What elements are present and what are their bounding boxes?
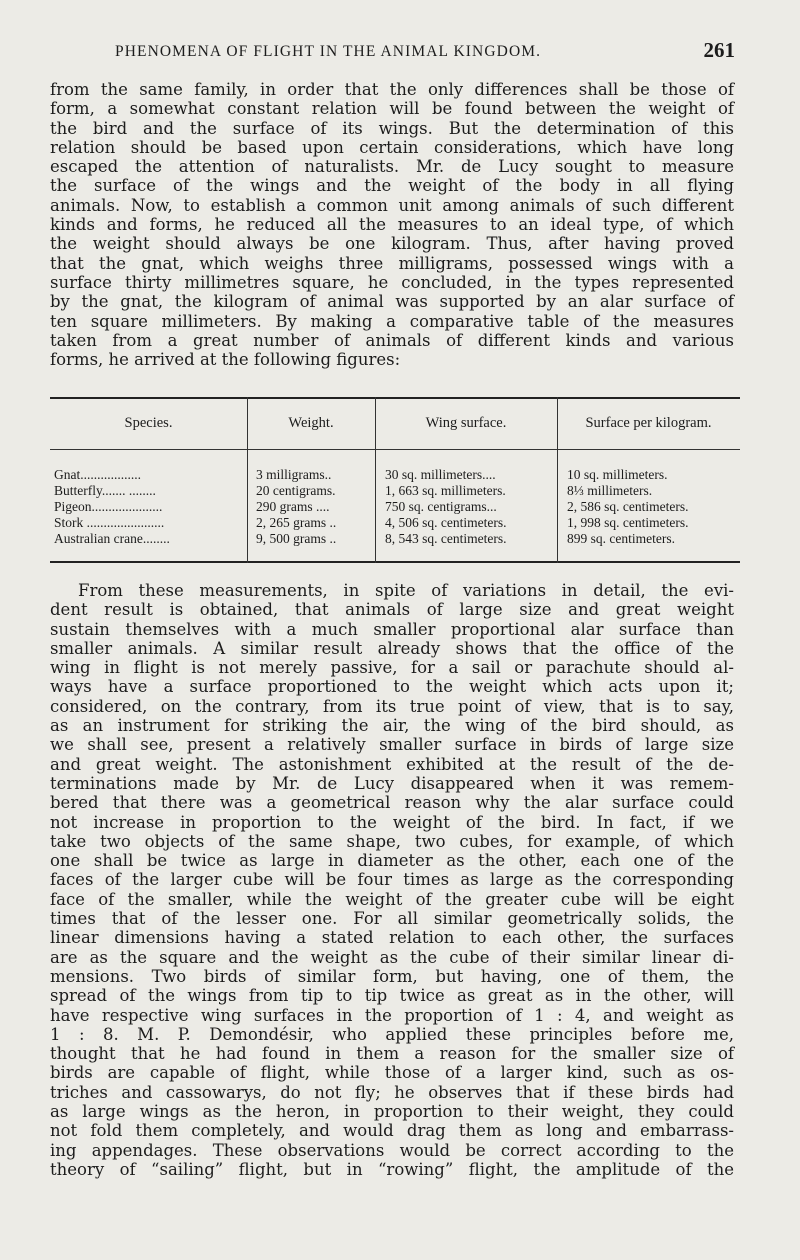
text-line: considered, on the contrary, from its true point of view, that is to say, <box>50 696 734 716</box>
table-cell-weight: 2, 265 grams .. <box>256 515 337 530</box>
text-line: spread of the wings from tip to tip twice as great as in the other, will <box>50 986 734 1006</box>
table-cell-surface-per-kg: 899 sq. centimeters. <box>567 531 675 546</box>
text-line: from the same family, in order that the only differences shall be those of <box>50 80 734 99</box>
table-cell-weight: 3 milligrams.. <box>256 467 332 482</box>
text-line: as large wings as the heron, in proportion to their weight, they could <box>50 1102 734 1122</box>
paragraph-1 <box>50 80 734 369</box>
table-cell-surface-per-kg: 1, 998 sq. centimeters. <box>567 515 689 530</box>
table-cell-wing-surface: 30 sq. millimeters.... <box>385 467 496 482</box>
text-line: form, a somewhat constant relation will be found between the weight of <box>50 99 734 119</box>
measurements-table <box>50 397 740 565</box>
table-cell-wing-surface: 8, 543 sq. centimeters. <box>385 531 507 546</box>
table-cell-wing-surface: 1, 663 sq. millimeters. <box>385 483 506 498</box>
column-header-weight: Weight. <box>288 415 334 431</box>
running-title: PHENOMENA OF FLIGHT IN THE ANIMAL KINGDOM. <box>115 43 542 60</box>
column-header-surface-per-kilogram: Surface per kilogram. <box>585 415 712 431</box>
text-line: bered that there was a geometrical reason why the alar surface could <box>50 793 734 813</box>
text-line: animals. Now, to establish a common unit among animals of such different <box>50 195 734 215</box>
text-line: 1 : 8. M. P. Demondésir, who applied these principles before me, <box>50 1024 734 1044</box>
text-line: the weight should always be one kilogram. Thus, after having proved <box>50 234 734 254</box>
page-number: 261 <box>703 38 735 62</box>
text-line: ing appendages. These observations would be correct according to the <box>50 1140 734 1160</box>
text-line: thought that he had found in them a reason for the smaller size of <box>50 1044 734 1064</box>
paragraph-2 <box>50 581 734 1179</box>
table-cell-surface-per-kg: 10 sq. millimeters. <box>567 467 668 482</box>
table-cell-wing-surface: 4, 506 sq. centimeters. <box>385 515 507 530</box>
text-line: terminations made by Mr. de Lucy disappeared when it was remem- <box>50 773 734 793</box>
text-line: theory of “sailing” flight, but in “rowing” flight, the amplitude of the <box>50 1159 734 1179</box>
table-cell-species: Butterfly....... ........ <box>54 483 156 498</box>
text-line: mensions. Two birds of similar form, but having, one of them, the <box>50 966 734 986</box>
text-line: birds are capable of flight, while those of a larger kind, such as os- <box>50 1063 734 1083</box>
text-line: that the gnat, which weighs three milligrams, possessed wings with a <box>50 253 734 273</box>
text-line: ways have a surface proportioned to the weight which acts upon it; <box>50 677 734 697</box>
table-header-rule <box>50 449 740 450</box>
table-cell-surface-per-kg: 2, 586 sq. centimeters. <box>567 499 689 514</box>
text-line: forms, he arrived at the following figures: <box>50 350 401 370</box>
text-line: face of the smaller, while the weight of the greater cube will be eight <box>50 889 734 909</box>
text-line: we shall see, present a relatively smaller surface in birds of large size <box>50 735 734 755</box>
text-line: linear dimensions having a stated relation to each other, the surfaces <box>50 928 734 948</box>
table-bottom-rule <box>50 561 740 563</box>
text-line: and great weight. The astonishment exhibited at the result of the de- <box>50 754 734 774</box>
table-cell-species: Pigeon..................... <box>54 499 163 514</box>
text-line: by the gnat, the kilogram of animal was supported by an alar surface of <box>50 292 734 312</box>
text-line: triches and cassowarys, do not fly; he observes that if these birds had <box>50 1082 734 1102</box>
text-line: not fold them completely, and would drag them as long and embarrass- <box>50 1121 734 1141</box>
table-top-rule <box>50 397 740 399</box>
column-header-wing-surface: Wing surface. <box>425 415 507 431</box>
text-line: taken from a great number of animals of different kinds and various <box>50 330 734 350</box>
table-cell-surface-per-kg: 8⅓ millimeters. <box>567 483 653 498</box>
table-cell-species: Stork ....................... <box>54 515 165 530</box>
text-line: as an instrument for striking the air, the wing of the bird should, as <box>50 716 734 736</box>
text-line: wing in flight is not merely passive, for a sail or parachute should al- <box>50 658 734 678</box>
text-line: smaller animals. A similar result already shows that the office of the <box>50 638 734 658</box>
text-line: take two objects of the same shape, two cubes, for example, of which <box>50 831 734 851</box>
table-cell-weight: 290 grams .... <box>256 499 330 514</box>
text-line: kinds and forms, he reduced all the measures to an ideal type, of which <box>50 215 734 235</box>
text-line: dent result is obtained, that animals of large size and great weight <box>50 600 734 620</box>
table-cell-weight: 20 centigrams. <box>256 483 336 498</box>
text-line: the surface of the wings and the weight of the body in all flying <box>50 176 734 196</box>
text-line: ten square millimeters. By making a comparative table of the measures <box>50 311 734 331</box>
text-line: faces of the larger cube will be four times as large as the corresponding <box>50 870 734 890</box>
text-line: From these measurements, in spite of variations in detail, the evi- <box>78 581 734 600</box>
text-line: are as the square and the weight as the cube of their similar linear di- <box>50 947 734 967</box>
table-cell-species: Gnat.................. <box>54 467 141 482</box>
page-header <box>115 40 735 64</box>
table-cell-species: Australian crane........ <box>54 531 170 546</box>
text-line: escaped the attention of naturalists. Mr. de Lucy sought to measure <box>50 157 734 177</box>
text-line: relation should be based upon certain considerations, which have long <box>50 137 734 157</box>
text-line: not increase in proportion to the weight of the bird. In fact, if we <box>50 812 734 832</box>
table-cell-wing-surface: 750 sq. centigrams... <box>385 499 497 514</box>
column-header-species: Species. <box>124 415 173 431</box>
table-cell-weight: 9, 500 grams .. <box>256 531 337 546</box>
text-line: one shall be twice as large in diameter as the other, each one of the <box>50 851 734 871</box>
text-line: sustain themselves with a much smaller proportional alar surface than <box>50 619 734 639</box>
text-line: the bird and the surface of its wings. But the determination of this <box>50 118 734 138</box>
text-line: times that of the lesser one. For all similar geometrically solids, the <box>50 909 734 929</box>
text-line: have respective wing surfaces in the proportion of 1 : 4, and weight as <box>50 1005 734 1025</box>
text-line: surface thirty millimetres square, he concluded, in the types represented <box>50 272 734 292</box>
